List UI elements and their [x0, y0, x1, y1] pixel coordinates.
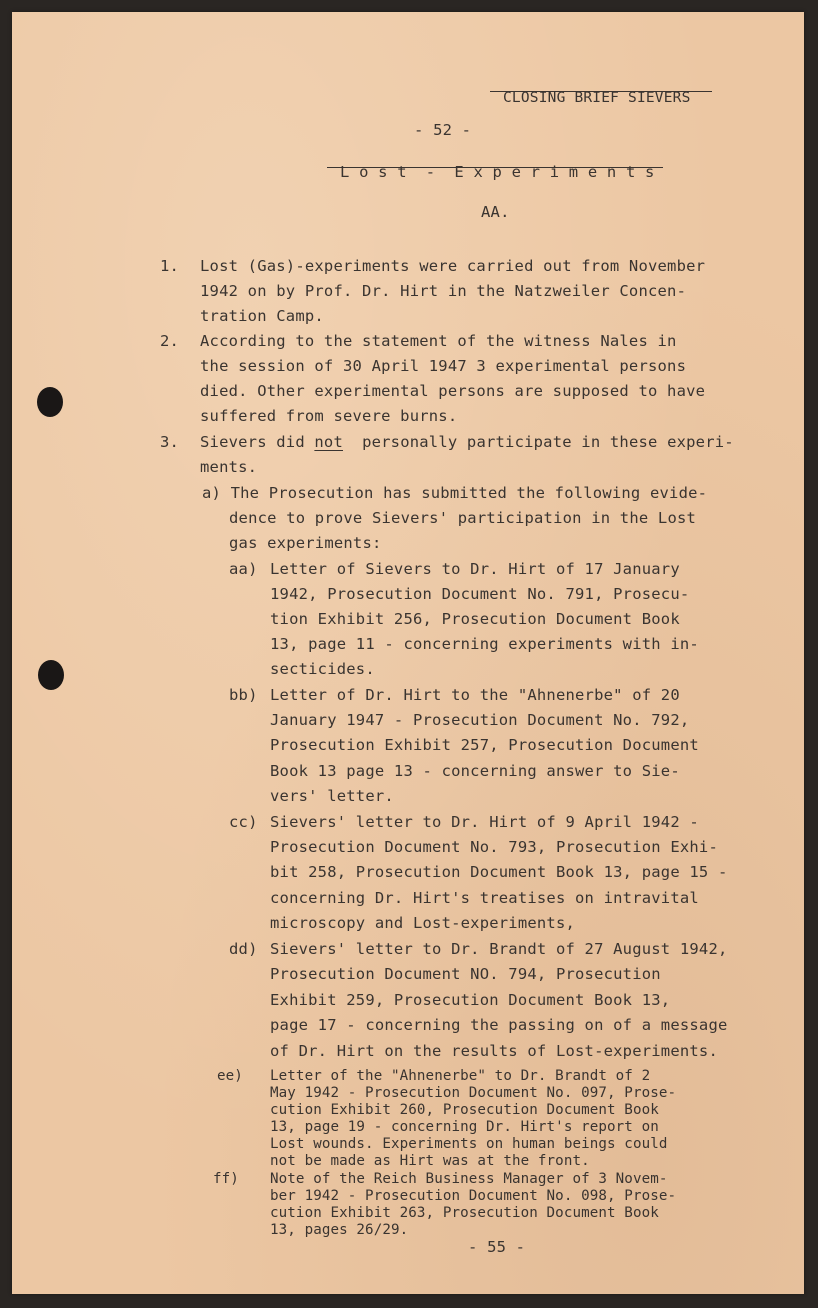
text-fragment: personally participate in these experi- [343, 433, 734, 451]
text-line: tion Exhibit 256, Prosecution Document Book [270, 610, 680, 628]
text-line: Book 13 page 13 - concerning answer to Sie- [270, 762, 680, 780]
text-line: 1942, Prosecution Document No. 791, Prosecu- [270, 585, 690, 603]
text-line: microscopy and Lost-experiments, [270, 914, 576, 932]
text-line: Sievers' letter to Dr. Brandt of 27 August 1942, [270, 940, 728, 958]
text-line: May 1942 - Prosecution Document No. 097, Prose- [270, 1085, 677, 1101]
text-line: Letter of the "Ahnenerbe" to Dr. Brandt of 2 [270, 1068, 651, 1084]
text-line: concerning Dr. Hirt's treatises on intravital [270, 889, 699, 907]
underlined-word: not [314, 433, 343, 451]
text-line: the session of 30 April 1947 3 experimental persons [200, 357, 687, 375]
section-title: L o s t - E x p e r i m e n t s [340, 163, 655, 181]
sub-item-marker: ee) [217, 1068, 243, 1084]
text-line: cution Exhibit 260, Prosecution Document Book [270, 1102, 659, 1118]
text-line: Exhibit 259, Prosecution Document Book 13, [270, 991, 671, 1009]
page-number-top: - 52 - [414, 121, 472, 139]
text-line: secticides. [270, 660, 375, 678]
text-line: a) The Prosecution has submitted the following evide- [202, 484, 708, 502]
section-label: AA. [481, 203, 510, 221]
sub-item-marker: dd) [229, 940, 258, 958]
sub-item-marker: bb) [229, 686, 258, 704]
text-line: Lost wounds. Experiments on human beings could [270, 1136, 668, 1152]
text-line: tration Camp. [200, 307, 324, 325]
sub-item-marker: cc) [229, 813, 258, 831]
punch-hole [38, 660, 64, 690]
text-line: January 1947 - Prosecution Document No. 792, [270, 711, 690, 729]
section-title-underline [327, 167, 663, 168]
text-line: Prosecution Document NO. 794, Prosecution [270, 965, 661, 983]
sub-item-marker: ff) [213, 1171, 239, 1187]
text-line: vers' letter. [270, 787, 394, 805]
text-line: bit 258, Prosecution Document Book 13, page 15 - [270, 863, 728, 881]
text-line: not be made as Hirt was at the front. [270, 1153, 590, 1169]
text-line [200, 432, 734, 452]
text-line: 13, pages 26/29. [270, 1222, 409, 1238]
text-line: died. Other experimental persons are supposed to have [200, 382, 706, 400]
text-line: Prosecution Document No. 793, Prosecution Exhi- [270, 838, 718, 856]
item-number: 2. [160, 332, 180, 350]
page-number-bottom: - 55 - [468, 1238, 526, 1256]
text-line: gas experiments: [229, 534, 382, 552]
text-line: 13, page 11 - concerning experiments with in- [270, 635, 699, 653]
text-fragment: Sievers did [200, 433, 315, 451]
punch-hole [37, 387, 63, 417]
text-line: Prosecution Exhibit 257, Prosecution Document [270, 736, 699, 754]
text-line: Letter of Sievers to Dr. Hirt of 17 January [270, 560, 680, 578]
text-line: According to the statement of the witness Nales in [200, 332, 677, 350]
text-line: of Dr. Hirt on the results of Lost-experiments. [270, 1042, 718, 1060]
text-line: ments. [200, 458, 258, 476]
text-line: page 17 - concerning the passing on of a message [270, 1016, 728, 1034]
item-number: 1. [160, 257, 180, 275]
text-line: Lost (Gas)-experiments were carried out from November [200, 257, 706, 275]
text-line: ber 1942 - Prosecution Document No. 098, Prose- [270, 1188, 677, 1204]
text-line: cution Exhibit 263, Prosecution Document Book [270, 1205, 659, 1221]
text-line: Sievers' letter to Dr. Hirt of 9 April 1942 - [270, 813, 699, 831]
sub-item-marker: aa) [229, 560, 258, 578]
brief-title: CLOSING BRIEF SIEVERS [503, 90, 691, 106]
text-line: suffered from severe burns. [200, 407, 458, 425]
item-number: 3. [160, 433, 180, 451]
text-line: 13, page 19 - concerning Dr. Hirt's report on [270, 1119, 659, 1135]
text-line: Letter of Dr. Hirt to the "Ahnenerbe" of 20 [270, 686, 680, 704]
text-line: 1942 on by Prof. Dr. Hirt in the Natzweiler Concen- [200, 282, 687, 300]
text-line: dence to prove Sievers' participation in the Lost [229, 509, 697, 527]
text-line: Note of the Reich Business Manager of 3 Novem- [270, 1171, 668, 1187]
